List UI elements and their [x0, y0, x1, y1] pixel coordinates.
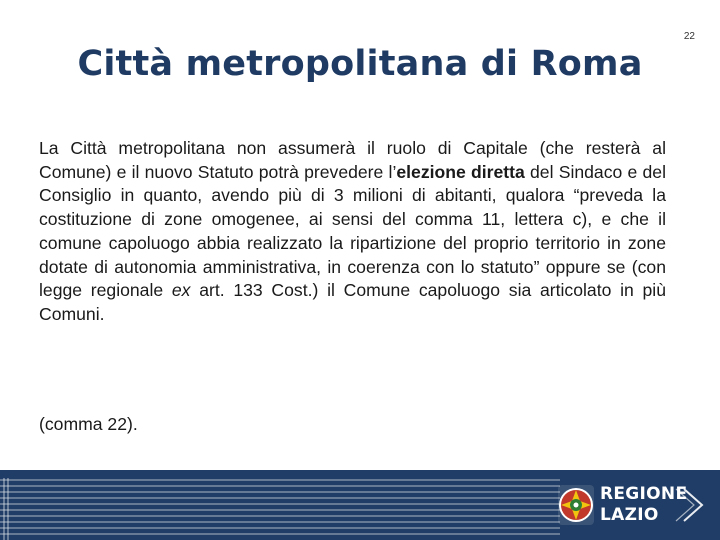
comma-note: (comma 22). — [39, 414, 138, 434]
paragraph-bold-text: elezione diretta — [396, 161, 525, 182]
regione-lazio-logo — [556, 483, 706, 528]
paragraph-italic-text: ex — [171, 280, 191, 301]
paragraph-text-1: La Città metropolitana non assumerà il ruolo di Capitale (che resterà al Comune) e il nuovo Statuto potrà prevedere l’ — [39, 138, 666, 182]
logo-text-regione: REGIONE — [600, 484, 688, 504]
paragraph-text-2: del Sindaco e del Consiglio in quanto, avendo più di 3 milioni di abitanti, qualora “preveda la costituzione di zone omogenee, ai sensi del comma 11, lettera c), e che il comune capoluogo abbia realizzato la ripartizione del proprio territorio in zone dotate di autonomia amministrativa, in coerenza con lo statuto” oppure se (con legge regionale — [39, 161, 666, 301]
paragraph-text-3: art. 133 Cost.) il Comune capoluogo sia articolato in più Comuni. — [39, 280, 666, 324]
page-number: 22 — [683, 31, 695, 42]
body-paragraph — [39, 137, 666, 327]
slide-title: Città metropolitana di Roma — [77, 44, 643, 84]
logo-text-lazio: LAZIO — [600, 505, 659, 525]
